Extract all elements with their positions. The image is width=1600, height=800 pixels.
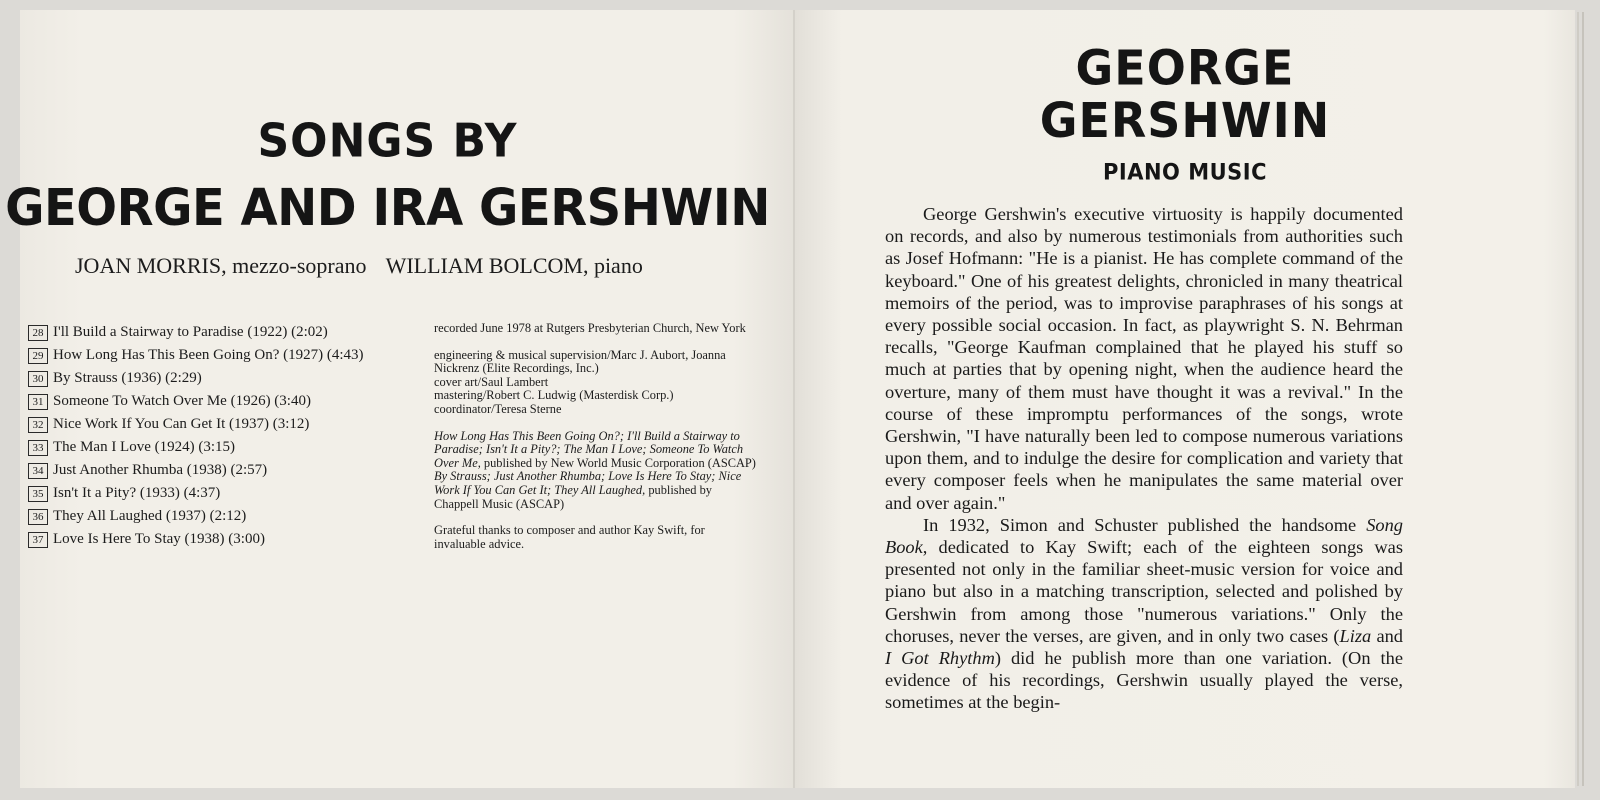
track-number-box: 28	[28, 325, 48, 341]
track-number-box: 30	[28, 371, 48, 387]
track-number-box: 32	[28, 417, 48, 433]
track-title: By Strauss (1936) (2:29)	[53, 370, 202, 386]
list-item	[28, 460, 388, 480]
track-title: How Long Has This Been Going On? (1927) (4:43)	[53, 347, 364, 363]
essay-text-run: In 1932, Simon and Schuster published the handsome	[923, 514, 1367, 535]
essay-italic-title: Song Book	[885, 514, 1403, 558]
publisher-notes	[434, 430, 756, 512]
page-edge	[1577, 12, 1579, 786]
performer-joan-morris: JOAN MORRIS, mezzo-soprano	[75, 253, 367, 278]
list-item	[28, 506, 388, 526]
essay-italic-title: Liza	[1339, 625, 1372, 646]
right-title-line2: GERSHWIN	[1039, 91, 1331, 149]
track-list	[28, 322, 388, 552]
right-subtitle: PIANO MUSIC	[1103, 159, 1267, 185]
list-item	[28, 529, 388, 549]
credits-block	[434, 322, 756, 564]
mastering-credit: mastering/Robert C. Ludwig (Masterdisk Corp.)	[434, 388, 674, 403]
engineering-credit: engineering & musical supervision/Marc J. Aubort, Joanna Nickrenz (Elite Recordings, Inc.)	[434, 347, 726, 376]
list-item	[28, 391, 388, 411]
track-number-box: 36	[28, 509, 48, 525]
track-title: I'll Build a Stairway to Paradise (1922) (2:02)	[53, 324, 328, 340]
production-credits	[434, 349, 756, 417]
page-edge	[1582, 12, 1584, 786]
publisher1-titles: How Long Has This Been Going On?; I'll Build a Stairway to Paradise; Isn't It a Pity?; The Man I Love; Someone To Watch Over Me,	[434, 428, 744, 470]
list-item	[28, 414, 388, 434]
track-title: The Man I Love (1924) (3:15)	[53, 439, 236, 455]
track-title: Just Another Rhumba (1938) (2:57)	[53, 462, 268, 478]
list-item	[28, 437, 388, 457]
track-title: They All Laughed (1937) (2:12)	[53, 508, 247, 524]
essay-text-run: and	[1371, 625, 1404, 646]
publisher1-text: published by New World Music Corporation (ASCAP)	[480, 455, 756, 470]
left-title-line1: SONGS BY	[257, 114, 518, 169]
track-number-box: 35	[28, 486, 48, 502]
publisher2-text: published by Chappell Music (ASCAP)	[434, 482, 712, 511]
acknowledgement: Grateful thanks to composer and author Kay Swift, for invaluable advice.	[434, 523, 705, 551]
right-title	[795, 39, 1575, 149]
list-item	[28, 322, 388, 342]
list-item	[28, 368, 388, 388]
left-title-line2: GEORGE AND IRA GERSHWIN	[5, 178, 770, 238]
right-title-line1: GEORGE	[1075, 39, 1295, 97]
essay-text-run: ) did he publish more than one variation. (On the evidence of his recordings, Gershwin usually played the verse, sometimes at the begin-	[885, 648, 1403, 713]
performer-william-bolcom: WILLIAM BOLCOM, piano	[385, 253, 643, 278]
essay-italic-title: I Got Rhythm	[885, 648, 995, 669]
recording-note: recorded June 1978 at Rutgers Presbyterian Church, New York	[434, 321, 746, 335]
track-title: Someone To Watch Over Me (1926) (3:40)	[53, 393, 311, 409]
list-item	[28, 483, 388, 503]
track-number-box: 37	[28, 532, 48, 548]
coordinator-credit: coordinator/Teresa Sterne	[434, 401, 562, 416]
track-title: Nice Work If You Can Get It (1937) (3:12)	[53, 416, 310, 432]
performers-line	[75, 253, 657, 279]
list-item	[28, 345, 388, 365]
track-number-box: 31	[28, 394, 48, 410]
publisher2-titles: By Strauss; Just Another Rhumba; Love Is Here To Stay; Nice Work If You Can Get It; They All Laughed,	[434, 469, 742, 497]
essay-text-run: , dedicated to Kay Swift; each of the eighteen songs was presented not only in the familiar sheet-music version for voice and piano but also in a matching transcription, selected and polished by Gershwin from among those "numerous variations." Only the choruses, never the verses, are given, and in only two cases (	[885, 537, 1403, 646]
track-number-box: 34	[28, 463, 48, 479]
essay-paragraph-1: George Gershwin's executive virtuosity is happily documented on records, and also by numerous testimonials from authorities such as Josef Hofmann: "He is a pianist. He has complete command of the keyboard." One of his greatest delights, chronicled in many theatrical memoirs of the period, was to improvise paraphrases of his songs at every possible social occasion. In fact, as playwright S. N. Behrman recalls, "George Kaufman complained that he played his stuff so much at parties that by opening night, when the audience heard the overture, many of them must have thought it was a revival." In the course of these impromptu performances of the songs, wrote Gershwin, "I have naturally been led to compose numerous variations upon them, and to indulge the desire for complication and variety that every composer feels when he manipulates the same material over and over again."	[885, 204, 1403, 513]
cover-art-credit: cover art/Saul Lambert	[434, 374, 549, 389]
track-number-box: 29	[28, 348, 48, 364]
essay-text	[885, 203, 1403, 714]
track-title: Love Is Here To Stay (1938) (3:00)	[53, 531, 265, 547]
track-title: Isn't It a Pity? (1933) (4:37)	[53, 485, 221, 501]
essay-paragraph-2	[885, 514, 1403, 714]
track-number-box: 33	[28, 440, 48, 456]
